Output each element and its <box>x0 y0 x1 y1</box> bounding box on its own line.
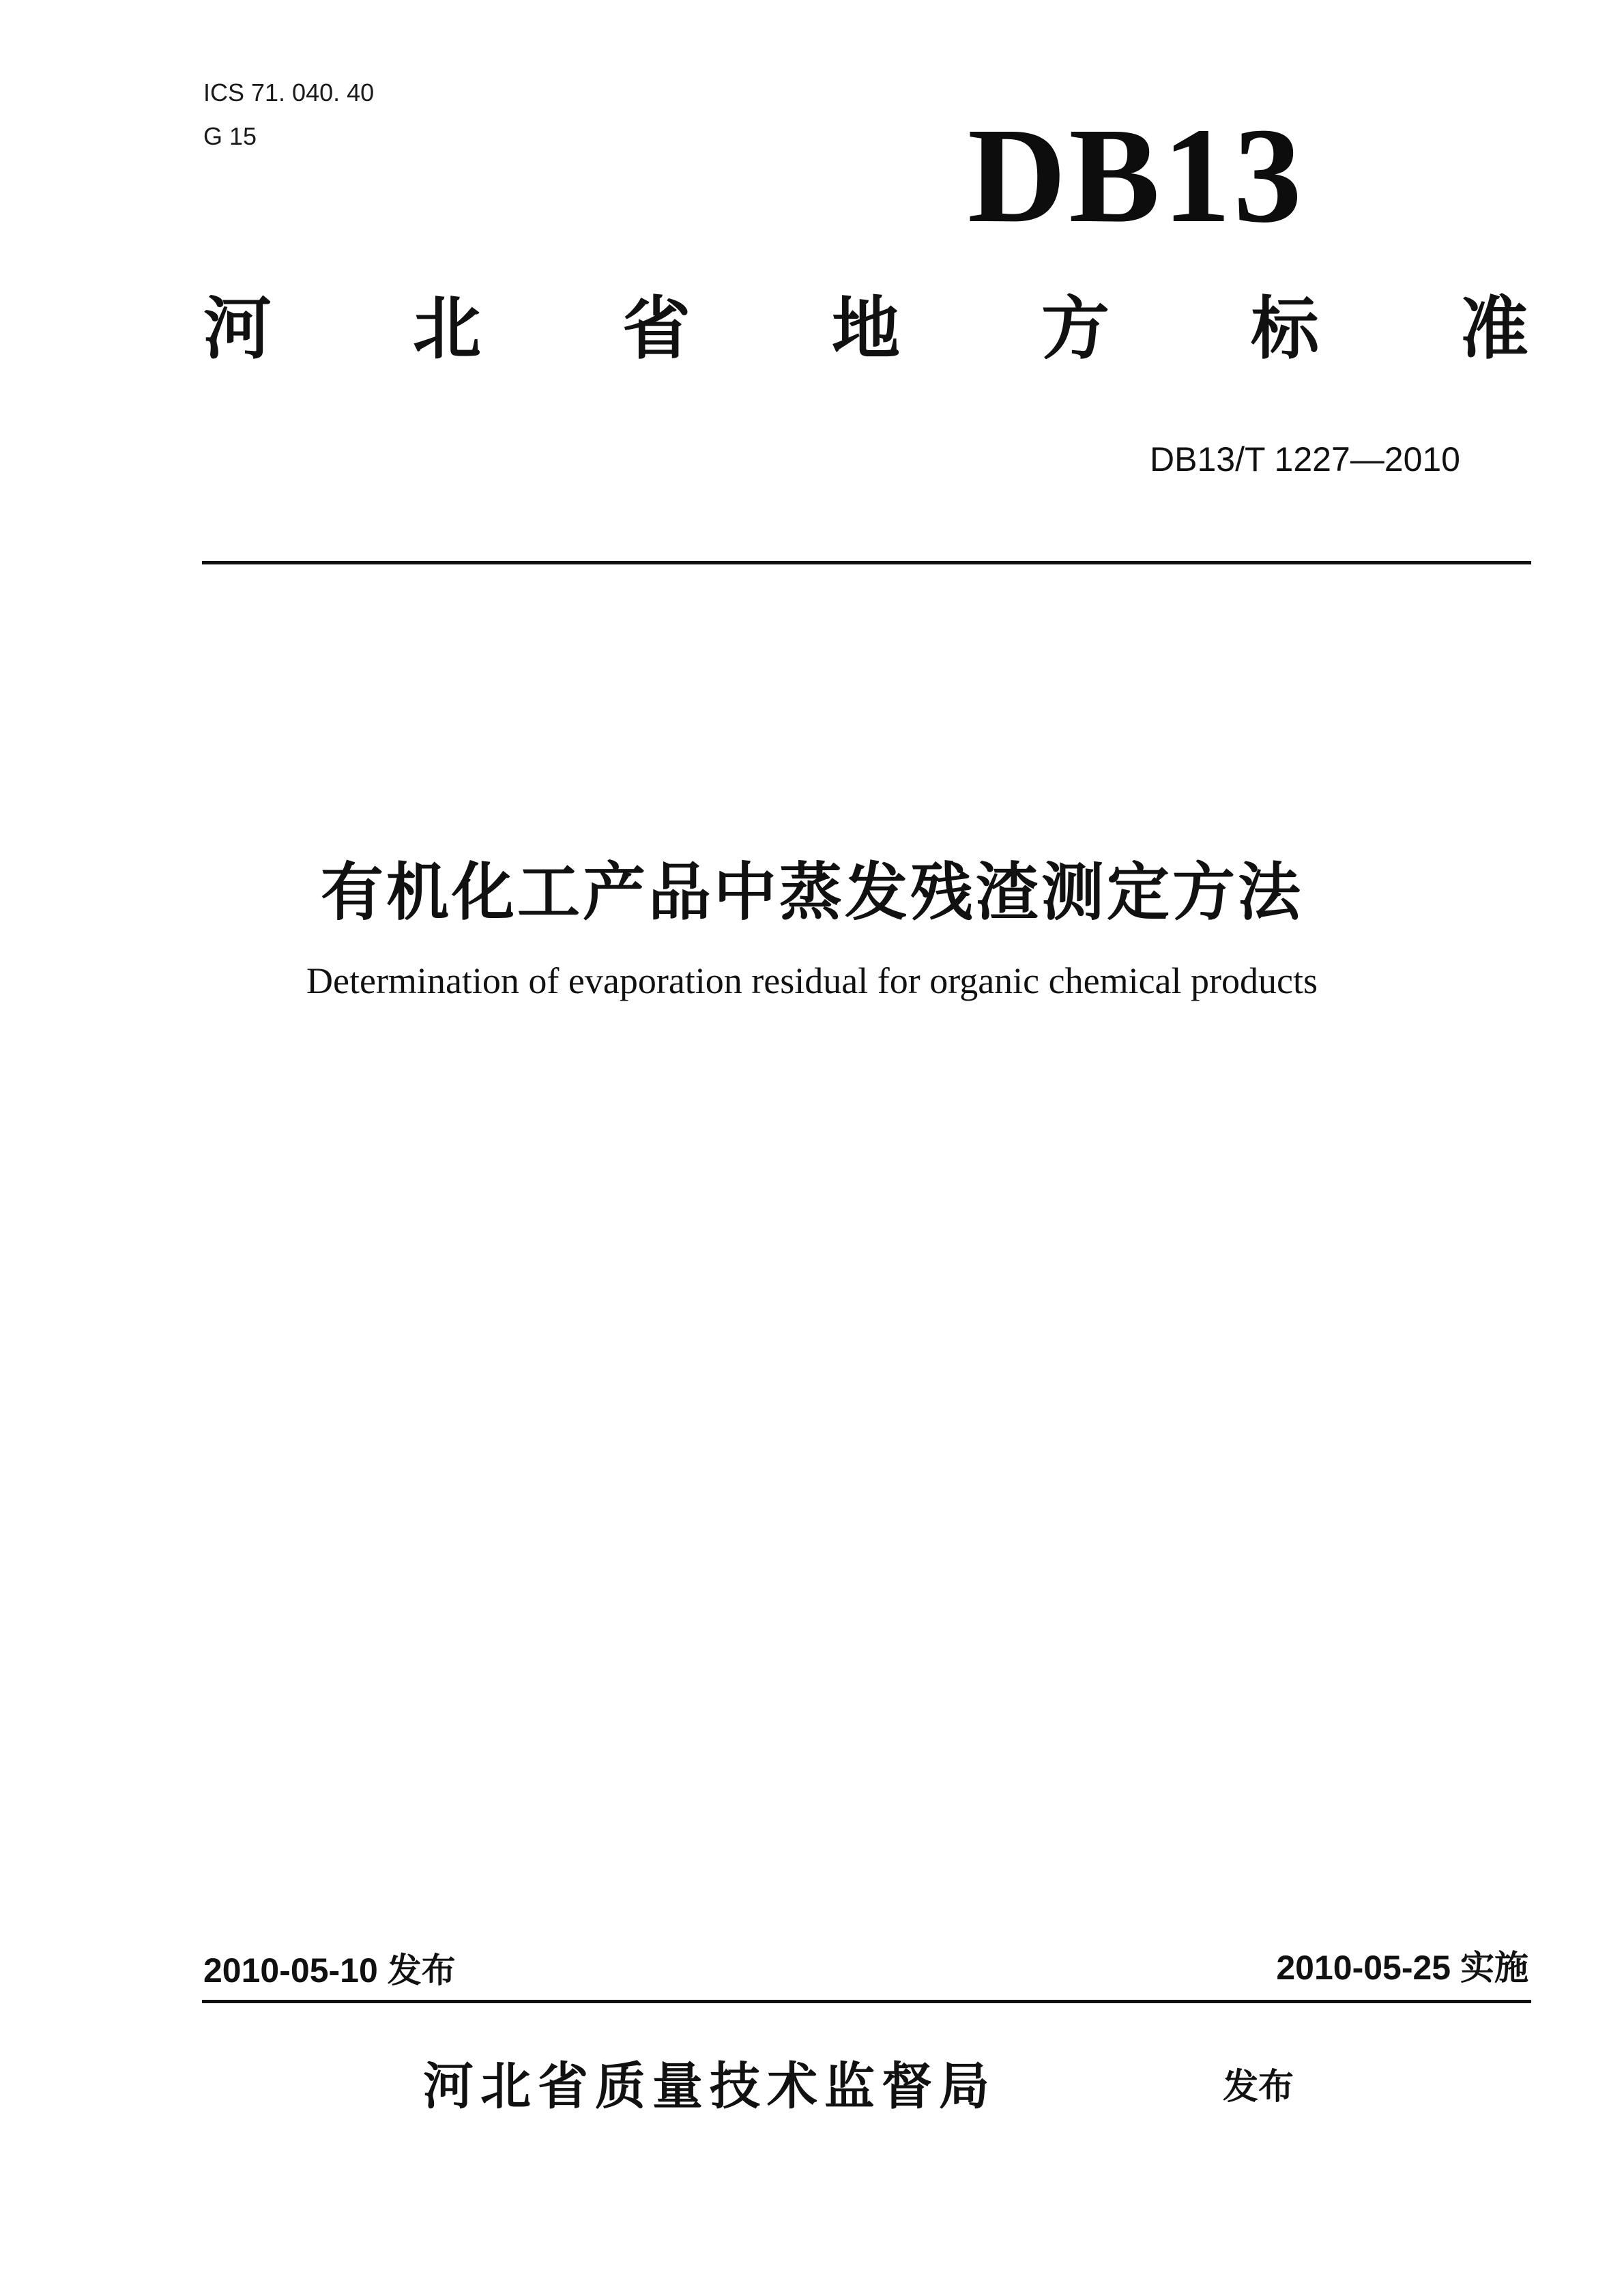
standard-type-char: 方 <box>1041 289 1110 369</box>
standard-type-char: 标 <box>1251 289 1319 369</box>
standard-logo: DB13 <box>968 100 1305 251</box>
g-classification-code: G 15 <box>203 122 257 150</box>
standard-type-char: 河 <box>203 289 272 369</box>
standard-type-char: 地 <box>832 289 900 369</box>
bottom-divider <box>202 2000 1531 2003</box>
issuing-authority: 河北省质量技术监督局 <box>423 2057 996 2116</box>
issue-date: 2010-05-10 发布 <box>203 1951 456 1990</box>
implementation-date: 2010-05-25 实施 <box>1276 1949 1528 1987</box>
title-english: Determination of evaporation residual for organic chemical products <box>306 960 1318 1001</box>
standard-type-char: 准 <box>1460 289 1528 369</box>
standard-type-char: 北 <box>413 289 481 369</box>
ics-code: ICS 71. 040. 40 <box>203 78 375 106</box>
standard-number: DB13/T 1227—2010 <box>1150 440 1460 478</box>
standard-type-heading <box>203 289 1528 369</box>
top-divider <box>202 561 1531 564</box>
issuing-authority-suffix: 发布 <box>1223 2067 1294 2108</box>
title-chinese: 有机化工产品中蒸发残渣测定方法 <box>320 856 1303 929</box>
standard-type-char: 省 <box>622 289 691 369</box>
